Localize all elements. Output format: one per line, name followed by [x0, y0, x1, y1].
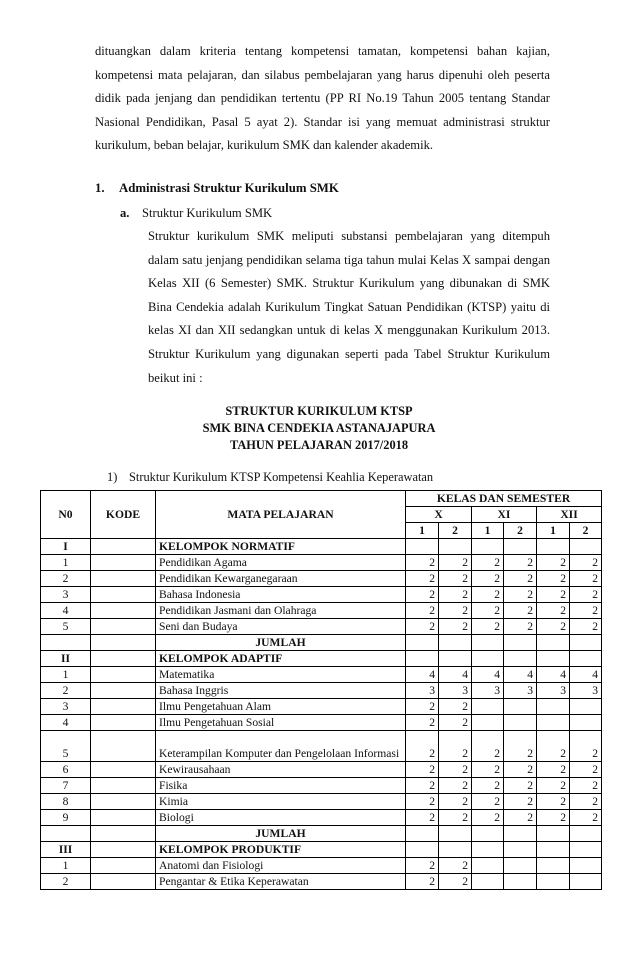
- cell-semester-value: 2: [406, 874, 439, 890]
- cell-kode: [91, 619, 156, 635]
- cell-semester-value: 2: [406, 587, 439, 603]
- cell-semester-value: 2: [439, 810, 472, 826]
- cell-semester-value: [472, 858, 504, 874]
- cell-mata-pelajaran: Bahasa Inggris: [156, 683, 406, 699]
- cell-mata-pelajaran: KELOMPOK PRODUKTIF: [156, 842, 406, 858]
- cell-mata-pelajaran: Ilmu Pengetahuan Sosial: [156, 715, 406, 731]
- cell-mata-pelajaran: Fisika: [156, 778, 406, 794]
- cell-semester-value: 2: [439, 731, 472, 762]
- cell-kode: [91, 810, 156, 826]
- cell-semester-value: 2: [439, 619, 472, 635]
- cell-no: 6: [41, 762, 91, 778]
- section-title: Administrasi Struktur Kurikulum SMK: [119, 181, 339, 195]
- cell-semester-value: [439, 539, 472, 555]
- cell-semester-value: 2: [439, 699, 472, 715]
- cell-semester-value: 4: [439, 667, 472, 683]
- cell-semester-value: 2: [570, 555, 602, 571]
- cell-semester-value: 2: [472, 571, 504, 587]
- cell-semester-value: 2: [504, 619, 537, 635]
- cell-semester-value: 2: [504, 571, 537, 587]
- cell-semester-value: 2: [570, 810, 602, 826]
- table-row: [41, 619, 602, 635]
- cell-semester-value: 2: [570, 731, 602, 762]
- cell-kode: [91, 603, 156, 619]
- cell-semester-value: 2: [472, 587, 504, 603]
- cell-no: 2: [41, 683, 91, 699]
- table-row: [41, 715, 602, 731]
- table-row: [41, 858, 602, 874]
- cell-semester-value: [570, 651, 602, 667]
- cell-semester-value: [504, 635, 537, 651]
- cell-semester-value: [570, 539, 602, 555]
- cell-semester-value: 2: [570, 762, 602, 778]
- cell-semester-value: 2: [504, 794, 537, 810]
- cell-semester-value: 2: [472, 810, 504, 826]
- cell-semester-value: [472, 699, 504, 715]
- cell-semester-value: [570, 699, 602, 715]
- table-row: [41, 810, 602, 826]
- table-title-block: [0, 403, 638, 454]
- cell-semester-value: 4: [570, 667, 602, 683]
- cell-semester-value: 2: [537, 619, 570, 635]
- header-semester: 1: [406, 523, 439, 539]
- cell-semester-value: 4: [472, 667, 504, 683]
- cell-no: 2: [41, 874, 91, 890]
- cell-semester-value: 2: [537, 810, 570, 826]
- cell-semester-value: [504, 842, 537, 858]
- cell-semester-value: 2: [439, 778, 472, 794]
- cell-semester-value: [504, 699, 537, 715]
- cell-semester-value: 2: [570, 571, 602, 587]
- cell-semester-value: [570, 858, 602, 874]
- cell-semester-value: [570, 715, 602, 731]
- cell-kode: [91, 539, 156, 555]
- cell-no: 8: [41, 794, 91, 810]
- cell-mata-pelajaran: JUMLAH: [156, 826, 406, 842]
- cell-semester-value: 2: [406, 810, 439, 826]
- cell-semester-value: [472, 842, 504, 858]
- cell-kode: [91, 667, 156, 683]
- cell-semester-value: 2: [537, 587, 570, 603]
- cell-semester-value: 2: [472, 603, 504, 619]
- cell-semester-value: 2: [570, 619, 602, 635]
- cell-no: 1: [41, 858, 91, 874]
- cell-semester-value: 2: [406, 731, 439, 762]
- cell-kode: [91, 858, 156, 874]
- table-title-line-3: TAHUN PELAJARAN 2017/2018: [229, 438, 409, 452]
- cell-no: 1: [41, 667, 91, 683]
- header-kelas-xii: XII: [537, 507, 602, 523]
- cell-semester-value: [537, 842, 570, 858]
- table-row: [41, 635, 602, 651]
- intro-paragraph: dituangkan dalam kriteria tentang kompetensi tamatan, kompetensi bahan kajian, kompetensi mata pelajaran, dan silabus pembelajaran yang harus dipenuhi oleh peserta didik pada jenjang dan pendidikan tertentu (PP RI No.19 Tahun 2005 tentang Standar Nasional Pendidikan, Pasal 5 ayat 2). Standar isi yang memuat administrasi struktur kurikulum, beban belajar, kurikulum SMK dan kalender akademik.: [95, 44, 550, 153]
- cell-semester-value: 2: [570, 794, 602, 810]
- cell-kode: [91, 794, 156, 810]
- table-row: [41, 683, 602, 699]
- cell-semester-value: 2: [570, 587, 602, 603]
- cell-kode: [91, 555, 156, 571]
- cell-semester-value: [537, 539, 570, 555]
- cell-semester-value: [537, 699, 570, 715]
- cell-semester-value: [504, 539, 537, 555]
- cell-semester-value: [537, 858, 570, 874]
- cell-semester-value: 2: [439, 874, 472, 890]
- cell-semester-value: 2: [439, 571, 472, 587]
- cell-no: 1: [41, 555, 91, 571]
- table-row: [41, 667, 602, 683]
- table-row: [41, 603, 602, 619]
- header-kelas-x: X: [406, 507, 472, 523]
- cell-semester-value: 2: [406, 603, 439, 619]
- cell-semester-value: 2: [472, 555, 504, 571]
- cell-semester-value: 2: [406, 619, 439, 635]
- cell-semester-value: 2: [472, 794, 504, 810]
- cell-semester-value: 2: [406, 794, 439, 810]
- cell-semester-value: 2: [472, 778, 504, 794]
- header-kelas-xi: XI: [472, 507, 537, 523]
- cell-no: III: [41, 842, 91, 858]
- table-title-line-2: SMK BINA CENDEKIA ASTANAJAPURA: [202, 421, 436, 435]
- cell-semester-value: 2: [439, 555, 472, 571]
- cell-no: 9: [41, 810, 91, 826]
- header-semester: 2: [570, 523, 602, 539]
- cell-semester-value: 3: [504, 683, 537, 699]
- cell-kode: [91, 778, 156, 794]
- cell-semester-value: 2: [439, 715, 472, 731]
- header-no: N0: [41, 491, 91, 539]
- table-row: [41, 555, 602, 571]
- cell-semester-value: 2: [570, 778, 602, 794]
- cell-mata-pelajaran: Keterampilan Komputer dan Pengelolaan Informasi: [156, 731, 406, 762]
- cell-semester-value: [537, 715, 570, 731]
- table-row: [41, 699, 602, 715]
- table-subheading: [107, 470, 433, 485]
- cell-kode: [91, 571, 156, 587]
- cell-no: 7: [41, 778, 91, 794]
- cell-no: 3: [41, 587, 91, 603]
- cell-no: 5: [41, 731, 91, 762]
- table-row: [41, 587, 602, 603]
- cell-semester-value: [406, 826, 439, 842]
- cell-semester-value: [472, 826, 504, 842]
- cell-no: 2: [41, 571, 91, 587]
- cell-semester-value: 2: [570, 603, 602, 619]
- cell-semester-value: 2: [439, 858, 472, 874]
- cell-kode: [91, 587, 156, 603]
- cell-semester-value: 2: [406, 858, 439, 874]
- table-row: [41, 571, 602, 587]
- subsection-heading: [120, 206, 272, 221]
- table-row: [41, 778, 602, 794]
- table-subheading-title: Struktur Kurikulum KTSP Kompetensi Keahlia Keperawatan: [129, 470, 434, 484]
- cell-semester-value: 2: [537, 778, 570, 794]
- table-row: [41, 842, 602, 858]
- cell-semester-value: 3: [439, 683, 472, 699]
- cell-mata-pelajaran: Biologi: [156, 810, 406, 826]
- cell-semester-value: 2: [537, 762, 570, 778]
- cell-semester-value: [439, 842, 472, 858]
- cell-semester-value: [439, 826, 472, 842]
- subsection-title: Struktur Kurikulum SMK: [142, 206, 273, 220]
- cell-semester-value: 3: [406, 683, 439, 699]
- table-subheading-number: 1): [107, 470, 118, 484]
- cell-no: [41, 826, 91, 842]
- cell-semester-value: [570, 874, 602, 890]
- cell-semester-value: [504, 826, 537, 842]
- cell-mata-pelajaran: Matematika: [156, 667, 406, 683]
- cell-semester-value: 2: [406, 715, 439, 731]
- cell-semester-value: 3: [570, 683, 602, 699]
- header-semester: 1: [537, 523, 570, 539]
- cell-mata-pelajaran: Ilmu Pengetahuan Alam: [156, 699, 406, 715]
- cell-kode: [91, 651, 156, 667]
- table-row: [41, 539, 602, 555]
- cell-semester-value: [472, 651, 504, 667]
- cell-semester-value: [472, 874, 504, 890]
- cell-semester-value: 2: [504, 762, 537, 778]
- cell-semester-value: [537, 826, 570, 842]
- cell-semester-value: 2: [504, 603, 537, 619]
- cell-semester-value: 2: [439, 762, 472, 778]
- cell-mata-pelajaran: Pendidikan Jasmani dan Olahraga: [156, 603, 406, 619]
- cell-semester-value: 2: [406, 571, 439, 587]
- cell-semester-value: [439, 635, 472, 651]
- cell-semester-value: 2: [439, 794, 472, 810]
- cell-semester-value: [439, 651, 472, 667]
- cell-mata-pelajaran: Kewirausahaan: [156, 762, 406, 778]
- cell-no: 3: [41, 699, 91, 715]
- cell-no: [41, 635, 91, 651]
- cell-semester-value: [406, 842, 439, 858]
- cell-semester-value: 2: [537, 731, 570, 762]
- cell-semester-value: [406, 539, 439, 555]
- cell-kode: [91, 699, 156, 715]
- cell-mata-pelajaran: KELOMPOK NORMATIF: [156, 539, 406, 555]
- cell-semester-value: 2: [504, 587, 537, 603]
- cell-semester-value: [537, 635, 570, 651]
- cell-kode: [91, 683, 156, 699]
- cell-semester-value: [570, 635, 602, 651]
- cell-mata-pelajaran: Anatomi dan Fisiologi: [156, 858, 406, 874]
- cell-mata-pelajaran: Pendidikan Agama: [156, 555, 406, 571]
- cell-semester-value: 2: [406, 778, 439, 794]
- cell-mata-pelajaran: JUMLAH: [156, 635, 406, 651]
- section-heading: [95, 181, 339, 196]
- cell-semester-value: [537, 874, 570, 890]
- header-semester: 2: [439, 523, 472, 539]
- section-number: 1.: [95, 181, 105, 195]
- cell-semester-value: 3: [537, 683, 570, 699]
- table-row: [41, 826, 602, 842]
- cell-semester-value: [504, 874, 537, 890]
- cell-mata-pelajaran: KELOMPOK ADAPTIF: [156, 651, 406, 667]
- header-kode: KODE: [91, 491, 156, 539]
- cell-kode: [91, 731, 156, 762]
- cell-no: 4: [41, 715, 91, 731]
- subsection-paragraph: Struktur kurikulum SMK meliputi substansi pembelajaran yang ditempuh dalam satu jenjang pendidikan selama tiga tahun mulai Kelas X sampai dengan Kelas XII (6 Semester) SMK. Struktur Kurikulum yang dibunakan di SMK Bina Cendekia adalah Kurikulum Tingkat Satuan Pendidikan (KTSP) yaitu di kelas XI dan XII sedangkan untuk di kelas X menggunakan Kurikulum 2013. Struktur Kurikulum yang digunakan seperti pada Tabel Struktur Kurikulum beikut ini :: [148, 229, 550, 385]
- cell-kode: [91, 874, 156, 890]
- cell-semester-value: [406, 651, 439, 667]
- cell-semester-value: [504, 858, 537, 874]
- cell-semester-value: 2: [537, 794, 570, 810]
- cell-semester-value: 4: [504, 667, 537, 683]
- cell-mata-pelajaran: Pendidikan Kewarganegaraan: [156, 571, 406, 587]
- curriculum-table: [40, 490, 602, 890]
- cell-semester-value: 2: [504, 555, 537, 571]
- cell-semester-value: [570, 842, 602, 858]
- cell-semester-value: 4: [406, 667, 439, 683]
- header-semester: 2: [504, 523, 537, 539]
- cell-semester-value: [537, 651, 570, 667]
- cell-semester-value: 3: [472, 683, 504, 699]
- cell-kode: [91, 635, 156, 651]
- header-mata-pelajaran: MATA PELAJARAN: [156, 491, 406, 539]
- cell-semester-value: [472, 715, 504, 731]
- cell-no: 5: [41, 619, 91, 635]
- cell-semester-value: 2: [439, 587, 472, 603]
- cell-semester-value: 2: [504, 778, 537, 794]
- cell-mata-pelajaran: Seni dan Budaya: [156, 619, 406, 635]
- cell-semester-value: 2: [406, 699, 439, 715]
- cell-kode: [91, 826, 156, 842]
- cell-semester-value: [504, 651, 537, 667]
- cell-semester-value: 2: [537, 603, 570, 619]
- cell-semester-value: 2: [472, 731, 504, 762]
- cell-semester-value: 2: [472, 619, 504, 635]
- cell-no: 4: [41, 603, 91, 619]
- table-row: [41, 874, 602, 890]
- subsection-number: a.: [120, 206, 130, 220]
- cell-semester-value: 2: [537, 571, 570, 587]
- cell-semester-value: [406, 635, 439, 651]
- table-title-line-1: STRUKTUR KURIKULUM KTSP: [225, 404, 413, 418]
- cell-no: II: [41, 651, 91, 667]
- cell-mata-pelajaran: Kimia: [156, 794, 406, 810]
- cell-no: I: [41, 539, 91, 555]
- cell-semester-value: 2: [504, 810, 537, 826]
- cell-semester-value: 2: [406, 555, 439, 571]
- cell-semester-value: 4: [537, 667, 570, 683]
- cell-kode: [91, 762, 156, 778]
- table-row: [41, 651, 602, 667]
- header-kelas-semester: KELAS DAN SEMESTER: [406, 491, 602, 507]
- cell-semester-value: [504, 715, 537, 731]
- cell-semester-value: [472, 539, 504, 555]
- cell-semester-value: [472, 635, 504, 651]
- table-row: [41, 731, 602, 762]
- cell-semester-value: 2: [406, 762, 439, 778]
- cell-mata-pelajaran: Bahasa Indonesia: [156, 587, 406, 603]
- cell-semester-value: 2: [504, 731, 537, 762]
- curriculum-table-body: [41, 539, 602, 890]
- cell-semester-value: 2: [439, 603, 472, 619]
- header-semester: 1: [472, 523, 504, 539]
- table-row: [41, 762, 602, 778]
- cell-semester-value: 2: [472, 762, 504, 778]
- cell-kode: [91, 842, 156, 858]
- cell-semester-value: [570, 826, 602, 842]
- cell-kode: [91, 715, 156, 731]
- cell-mata-pelajaran: Pengantar & Etika Keperawatan: [156, 874, 406, 890]
- table-row: [41, 794, 602, 810]
- cell-semester-value: 2: [537, 555, 570, 571]
